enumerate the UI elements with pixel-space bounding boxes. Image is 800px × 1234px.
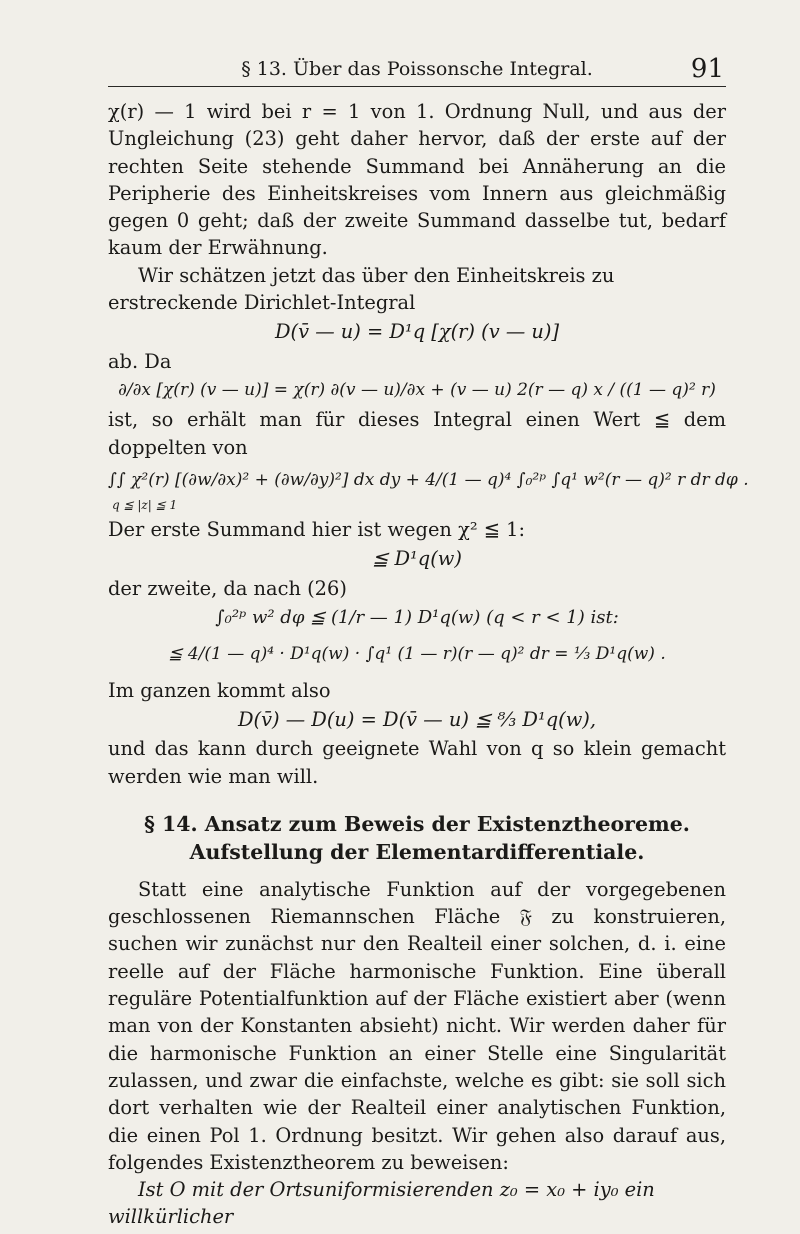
equation-3: ∫∫ χ²(r) [(∂w/∂x)² + (∂w/∂y)²] dx dy + 4/(1 — q)⁴ ∫₀²ᵖ ∫q¹ w²(r — q)² r dr dφ . [108, 469, 749, 490]
running-header [108, 52, 726, 87]
header-title: § 13. Über das Poissonsche Integral. [241, 58, 593, 80]
equation-7: D(v̄) — D(u) = D(v̄ — u) ≦ ⁸⁄₃ D¹q(w), [237, 707, 597, 731]
paragraph-6: der zweite, da nach (26) [108, 576, 347, 600]
equation-5: ∫₀²ᵖ w² dφ ≦ (1/r — 1) D¹q(w) (q < r < 1) ist: [215, 607, 619, 629]
paragraph-5: Der erste Summand hier ist wegen χ² ≦ 1: [108, 518, 526, 542]
page-body [108, 98, 749, 1231]
page-number: 91 [690, 54, 724, 84]
equation-4: ≦ D¹q(w) [372, 547, 462, 571]
paragraph-7: Im ganzen kommt also [108, 678, 331, 702]
section-heading: § 14. Ansatz zum Beweis der Existenztheoreme. Aufstellung der Elementardifferentiale. [144, 811, 690, 864]
paragraph-1: χ(r) — 1 wird bei r = 1 von 1. Ordnung Null, und aus der Ungleichung (23) geht daher hervor, daß der erste auf der rechten Seite stehende Summand bei Annäherung an die Peripherie des Einheitskreises vom Innern aus gleichmäßig gegen 0 geht; daß der zweite Summand dasselbe tut, bedarf kaum der Erwähnung. [108, 100, 726, 260]
paragraph-8: und das kann durch geeignete Wahl von q so klein gemacht werden wie man will. [108, 737, 726, 788]
paragraph-3: ab. Da [108, 349, 172, 373]
paragraph-9: Statt eine analytische Funktion auf der vorgegebenen geschlossenen Riemannschen Fläche 𝔉 zu konstruieren, suchen wir zunächst nur den Realteil einer solchen, d. i. eine reelle auf der Fläche harmonische Funktion. Eine überall reguläre Potentialfunktion auf der Fläche existiert aber (wenn man von der Konstanten absieht) nicht. Wir werden daher für die harmonische Funktion an einer Stelle eine Singularität zulassen, und zwar die einfachste, welche es gibt: sie soll sich dort verhalten wie der Realteil einer analytischen Funktion, die einen Pol 1. Ordnung besitzt. Wir gehen also darauf aus, folgendes Existenztheorem zu beweisen: [108, 877, 726, 1174]
paragraph-4: ist, so erhält man für dieses Integral einen Wert ≦ dem doppelten von [108, 408, 726, 459]
equation-3-limits: q ≦ |z| ≦ 1 [112, 498, 178, 513]
equation-2: ∂/∂x [χ(r) (v — u)] = χ(r) ∂(v — u)/∂x + (v — u) 2(r — q) x / ((1 — q)² r) [118, 379, 716, 400]
paragraph-10: Ist O mit der Ortsuniformisierenden z₀ = x₀ + iy₀ ein willkürlicher [108, 1178, 655, 1229]
equation-6: ≦ 4/(1 — q)⁴ · D¹q(w) · ∫q¹ (1 — r)(r — q)² dr = ⅓ D¹q(w) . [168, 644, 666, 665]
paragraph-2: Wir schätzen jetzt das über den Einheitskreis zu erstreckende Dirichlet-Integral [108, 263, 615, 315]
equation-1: D(v̄ — u) = D¹q [χ(r) (v — u)] [274, 320, 560, 344]
